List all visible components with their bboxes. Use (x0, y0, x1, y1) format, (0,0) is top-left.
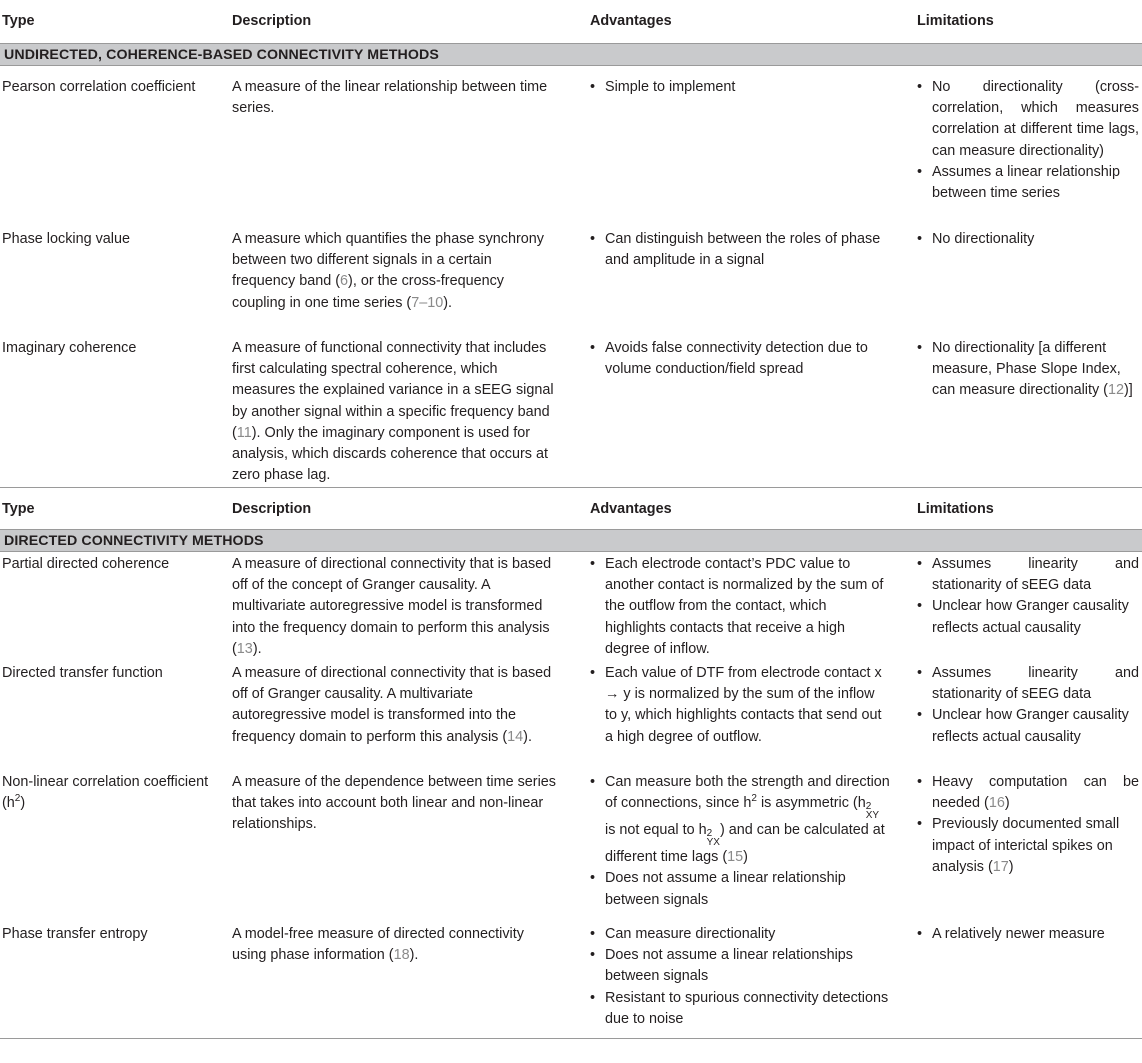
type-cell (2, 772, 217, 814)
reference-link[interactable]: 15 (727, 849, 744, 866)
type-cell: Phase locking value (2, 231, 130, 247)
description-text: A measure of functional connectivity that includes first calculating spectral coherence, which measures the explained variance in a sEEG signal by another signal within a specific frequency band ( (232, 340, 554, 441)
limitation-item: • A relatively newer measure (917, 924, 1139, 945)
description-text: ), or the cross-frequency coupling in one time series ( (232, 273, 504, 311)
reference-link[interactable]: 11 (236, 424, 252, 441)
type-text: Non-linear correlation coefficient (h (2, 774, 209, 812)
table-header (0, 0, 1142, 44)
limitation-item: • No directionality (cross-correlation, which measures correlation at different time lags, can measure directionality) (917, 77, 1139, 162)
reference-link[interactable]: 17 (992, 858, 1009, 875)
advantage-item (590, 772, 890, 868)
header-type: Type (2, 501, 35, 517)
reference-link[interactable]: 7–10 (411, 294, 444, 311)
description-text: ). Only the imaginary component is used for analysis, which discards coherence that occurs at zero phase lag. (232, 424, 548, 484)
description-text: ). (252, 640, 262, 657)
limitations-cell (917, 772, 1139, 878)
table-row-plv (0, 229, 1142, 338)
description-text: ). (409, 947, 419, 964)
limitation-item: • Assumes a linear relationship between time series (917, 162, 1139, 204)
superscript: 2 (706, 828, 713, 840)
advantage-text: is asymmetric (h (756, 795, 866, 812)
table-bottom-rule (0, 1038, 1142, 1039)
limitation-text: ) (1008, 858, 1014, 875)
table-header-2 (0, 487, 1142, 530)
reference-link[interactable]: 14 (507, 728, 524, 745)
advantages-cell (590, 772, 890, 911)
section-undirected: UNDIRECTED, COHERENCE-BASED CONNECTIVITY METHODS (0, 44, 1142, 66)
limitation-text: No directionality [a different measure, Phase Slope Index, can measure directionality ( (932, 340, 1121, 399)
description-cell: A measure of the linear relationship between time series. (232, 79, 548, 117)
h2-xy-notation (866, 802, 879, 820)
advantage-text: is not equal to h (605, 822, 707, 839)
advantages-cell (590, 229, 890, 271)
advantages-cell (590, 338, 890, 380)
limitation-item (917, 772, 1139, 814)
description-cell (232, 554, 557, 660)
description-text: A model-free measure of directed connectivity using phase information ( (232, 926, 524, 964)
limitation-item (917, 814, 1139, 878)
header-advantages: Advantages (590, 13, 672, 29)
limitation-item: • Assumes linearity and stationarity of sEEG data (917, 554, 1139, 596)
limitations-cell (917, 229, 1139, 250)
limitations-cell (917, 338, 1139, 402)
limitations-cell (917, 663, 1139, 748)
advantages-cell (590, 924, 890, 1030)
advantage-item: • Avoids false connectivity detection due to volume conduction/field spread (590, 338, 890, 380)
limitation-item: • Unclear how Granger causality reflects actual causality (917, 705, 1139, 747)
table-row-imaginary-coherence (0, 338, 1142, 487)
superscript: 2 (751, 793, 757, 805)
limitation-text: Heavy computation can be needed ( (932, 774, 1139, 812)
header-limitations: Limitations (917, 501, 994, 517)
description-text: A measure of directional connectivity that is based off of Granger causality. A multivariate autoregressive model is transformed into the frequency domain to perform this analysis ( (232, 665, 552, 745)
reference-link[interactable]: 18 (393, 947, 410, 964)
limitation-text: ) (1004, 795, 1010, 812)
limitation-text: Previously documented small impact of interictal spikes on analysis ( (932, 816, 1120, 875)
limitations-cell (917, 924, 1139, 945)
type-cell: Phase transfer entropy (2, 926, 148, 942)
subscript: YX (706, 837, 720, 849)
description-cell: A measure of the dependence between time series that takes into account both linear and non-linear relationships. (232, 774, 556, 833)
table-row-h2 (0, 772, 1142, 924)
advantage-text: Can measure both the strength and direction of connections, since h (605, 774, 890, 812)
arrow-right-icon: → (605, 686, 620, 703)
description-text: ). (523, 728, 532, 745)
limitation-item: • Assumes linearity and stationarity of sEEG data (917, 663, 1139, 705)
description-cell (232, 338, 557, 486)
limitation-item: • No directionality (917, 229, 1139, 250)
header-description: Description (232, 13, 312, 29)
reference-link[interactable]: 6 (340, 273, 349, 290)
reference-link[interactable]: 12 (1107, 382, 1124, 399)
limitation-text: )] (1123, 382, 1133, 399)
table-row-pte (0, 924, 1142, 1038)
advantage-item: • Can distinguish between the roles of phase and amplitude in a signal (590, 229, 890, 271)
limitations-cell (917, 77, 1139, 204)
header-type: Type (2, 13, 35, 29)
advantage-item: • Does not assume a linear relationships between signals (590, 945, 890, 987)
header-advantages: Advantages (590, 501, 672, 517)
table-row-pdc (0, 554, 1142, 663)
type-cell: Partial directed coherence (2, 556, 170, 572)
advantage-item: • Resistant to spurious connectivity detections due to noise (590, 988, 890, 1030)
description-text: A measure which quantifies the phase synchrony between two different signals in a certain frequency band ( (232, 231, 544, 290)
advantage-text: y is normalized by the sum of the inflow to y, which highlights contacts that send out a high degree of outflow. (605, 686, 882, 745)
reference-link[interactable]: 16 (988, 795, 1005, 812)
advantages-cell (590, 77, 890, 98)
h2-yx-notation (707, 829, 720, 847)
advantage-item: • Simple to implement (590, 77, 890, 98)
type-cell: Directed transfer function (2, 665, 163, 681)
advantage-text: Each value of DTF from electrode contact x (605, 665, 882, 681)
advantage-item: • Can measure directionality (590, 924, 890, 945)
limitations-cell (917, 554, 1139, 639)
description-cell (232, 663, 557, 748)
header-description: Description (232, 501, 312, 517)
reference-link[interactable]: 13 (236, 640, 253, 657)
limitation-item (917, 338, 1139, 402)
description-cell (232, 229, 557, 314)
type-text: ) (20, 795, 26, 812)
subscript: XY (865, 810, 880, 822)
section-directed: DIRECTED CONNECTIVITY METHODS (0, 530, 1142, 552)
table-row-dtf (0, 663, 1142, 772)
description-cell (232, 924, 557, 966)
table-row-pearson (0, 77, 1142, 229)
advantage-text: ) and can be calculated at different time lags ( (605, 822, 885, 866)
advantage-text: ) (743, 849, 748, 866)
type-cell: Pearson correlation coefficient (2, 79, 196, 95)
advantages-cell (590, 554, 890, 660)
description-text: A measure of directional connectivity that is based off of the concept of Granger causality. A multivariate autoregressive model is transformed into the frequency domain to perform this analysis ( (232, 556, 552, 657)
advantage-item: • Each electrode contact’s PDC value to another contact is normalized by the sum of the outflow from the contact, which highlights contacts that receive a high degree of inflow. (590, 554, 890, 660)
type-cell: Imaginary coherence (2, 340, 137, 356)
header-limitations: Limitations (917, 13, 994, 29)
limitation-item: • Unclear how Granger causality reflects actual causality (917, 596, 1139, 638)
description-text: ). (443, 294, 452, 311)
superscript: 2 (865, 801, 872, 813)
advantage-item: • Does not assume a linear relationship between signals (590, 868, 890, 910)
advantages-cell (590, 663, 890, 748)
superscript: 2 (14, 793, 21, 805)
advantage-item (590, 663, 890, 748)
